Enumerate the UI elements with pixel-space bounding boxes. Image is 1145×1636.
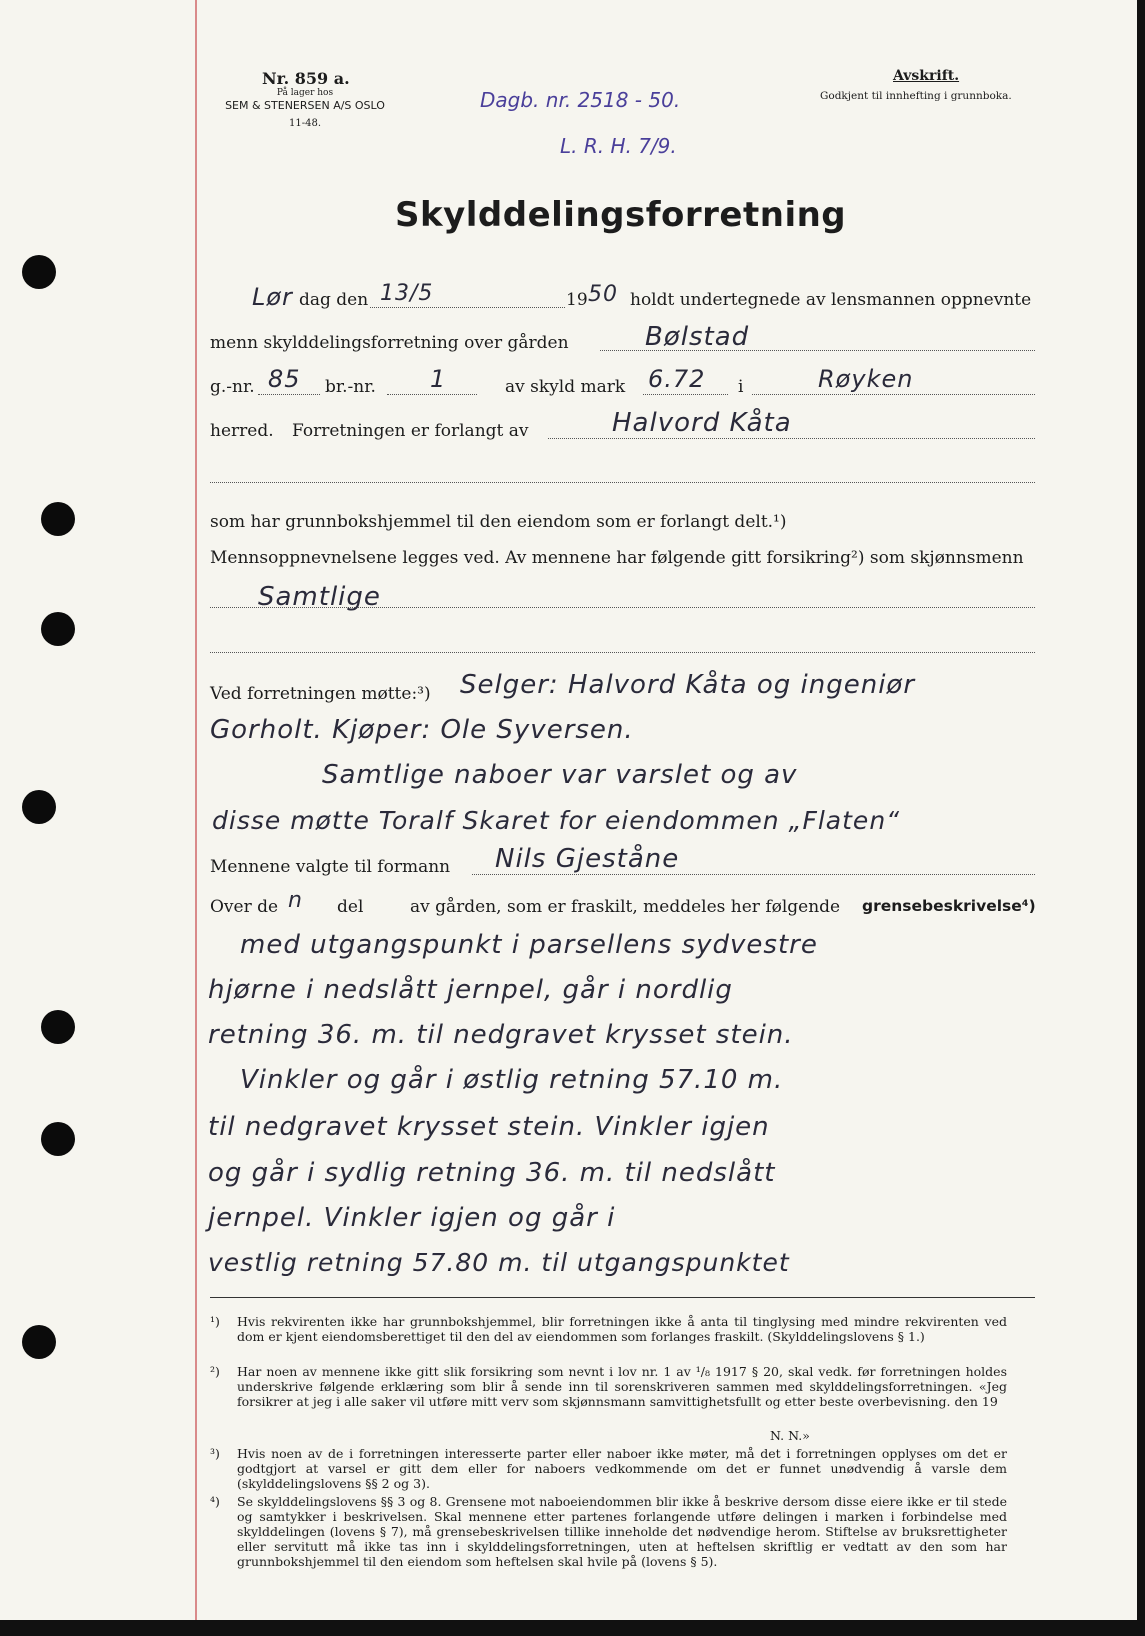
form-number: Nr. 859 a. [262,69,350,88]
hjemmel-text: som har grunnbokshjemmel til den eiendom som er forlangt delt.¹) [210,512,787,532]
publisher-line: SEM & STENERSEN A/S OSLO [225,99,385,112]
label-year: 19 [566,290,588,310]
footnote-signature: N. N.» [770,1428,810,1443]
punch-hole [41,612,75,646]
label-day: dag den [299,290,369,310]
stamp-initials-date: L. R. H. 7/9. [560,134,677,158]
punch-hole [41,1010,75,1044]
handwritten-day: Lør [252,283,293,311]
footnote-4: ⁴) Se skylddelingslovens §§ 3 og 8. Grensene mot naboeiendommen blir ikke å beskrive dersom disse eiere ikke er til stede og samtykker i beskrivelsen. Skal mennene etter partenes forlangende utføre delingen i marken i forbindelse med skylddelingen (lovens § 7), må grensebeskrivelsen tillike inneholde det nødvendige herom. Stiftelse av bruksrettigheter eller servitutt må ikke tas inn i skylddelingsforretningen, uten at heftelsen skriftlig er vedtatt av den som har grunnbokshjemmel til den eiendom som heftelsen skal hvile på (lovens § 5). [210,1494,1007,1569]
boundary-line: jernpel. Vinkler igjen og går i [208,1203,616,1233]
handwritten-skyld: 6.72 [648,365,706,393]
handwritten-bnr: 1 [430,365,447,393]
label-i: i [738,377,744,397]
footnote-1: ¹) Hvis rekvirenten ikke har grunnbokshjemmel, blir forretningen ikke å anta til tinglysing med mindre rekvirenten ved dom er kjent eiendomsberettiget til den del av eiendommen som forlanges fraskilt. (Skylddelingslovens § 1.) [210,1314,1007,1344]
punch-hole [41,1122,75,1156]
handwritten-chairman: Nils Gjeståne [495,844,680,874]
label-garden: av gården, som er fraskilt, meddeles her følgende [410,897,841,917]
label-attendees: Ved forretningen møtte:³) [210,684,431,704]
label-gnr: g.-nr. [210,377,255,397]
handwritten-over: n [288,888,303,913]
handwritten-year: 50 [588,282,618,307]
handwritten-attendees: Selger: Halvord Kåta og ingeniør [460,670,916,700]
label-chairman: Mennene valgte til formann [210,857,451,877]
margin-line [195,0,197,1620]
handwritten-insured-members: Samtlige [258,582,381,612]
copy-label: Avskrift. [893,68,960,84]
punch-hole [22,1325,56,1359]
boundary-line: med utgangspunkt i parsellens sydvestre [240,930,818,960]
punch-hole [41,502,75,536]
handwritten-requester: Halvord Kåta [612,408,792,438]
handwritten-municipality: Røyken [818,365,914,393]
boundary-line: Vinkler og går i østlig retning 57.10 m. [240,1065,784,1095]
label-over: Over de [210,897,279,917]
publisher-line: 11-48. [288,118,321,129]
stamp-journal-number: Dagb. nr. 2518 - 50. [480,88,681,112]
oppnevnelse-text: Mennsoppnevnelsene legges ved. Av mennene har følgende gitt forsikring²) som skjønnsmenn [210,548,1024,568]
footnote-3: ³) Hvis noen av de i forretningen interesserte parter eller naboer ikke møter, må det i forretningen opplyses om det er godtgjort at varsel er gitt dem eller for naboers vedkommende om det er funnet unødvendig å varsle dem (skylddelingslovens §§ 2 og 3). [210,1446,1007,1491]
boundary-line: retning 36. m. til nedgravet krysset stein. [208,1020,794,1050]
handwritten-attendees: Samtlige naboer var varslet og av [322,760,798,790]
label-requested-by: Forretningen er forlangt av [292,421,529,441]
handwritten-farm-name: Bølstad [645,322,750,352]
label-farm: menn skylddelingsforretning over gården [210,333,569,353]
handwritten-gnr: 85 [268,365,301,393]
handwritten-attendees: disse møtte Toralf Skaret for eiendommen „Flaten“ [212,806,901,835]
footnote-divider [210,1297,1035,1298]
footnote-2: ²) Har noen av mennene ikke gitt slik forsikring som nevnt i lov nr. 1 av ¹/₈ 1917 § 20, skal vedk. før forretningen holdes underskrive følgende erklæring som blir å sende inn til sorenskriveren sammen med skylddelingsforretningen. «Jeg forsikrer at jeg i alle saker vil utføre mitt verv som skjønnsmann samvittighetsfullt og etter beste overbevisning. den 19 [210,1364,1007,1409]
boundary-line: og går i sydlig retning 36. m. til nedslått [208,1158,776,1188]
punch-hole [22,255,56,289]
boundary-line: hjørne i nedslått jernpel, går i nordlig [208,975,733,1005]
label-boundary-description: grensebeskrivelse⁴) [862,897,1036,915]
label-skyld: av skyld mark [505,377,626,397]
label-herred: herred. [210,421,274,441]
label-del: del [337,897,364,917]
boundary-line: vestlig retning 57.80 m. til utgangspunktet [208,1248,790,1277]
boundary-line: til nedgravet krysset stein. Vinkler igjen [208,1112,770,1142]
publisher-line: På lager hos [276,88,334,98]
punch-hole [22,790,56,824]
document-title: Skylddelingsforretning [395,195,847,235]
label-bnr: br.-nr. [325,377,376,397]
handwritten-attendees: Gorholt. Kjøper: Ole Syversen. [210,715,634,745]
copy-note: Godkjent til innhefting i grunnboka. [820,90,1012,102]
handwritten-date: 13/5 [380,281,434,306]
intro-text: holdt undertegnede av lensmannen oppnevnte [630,290,1032,310]
